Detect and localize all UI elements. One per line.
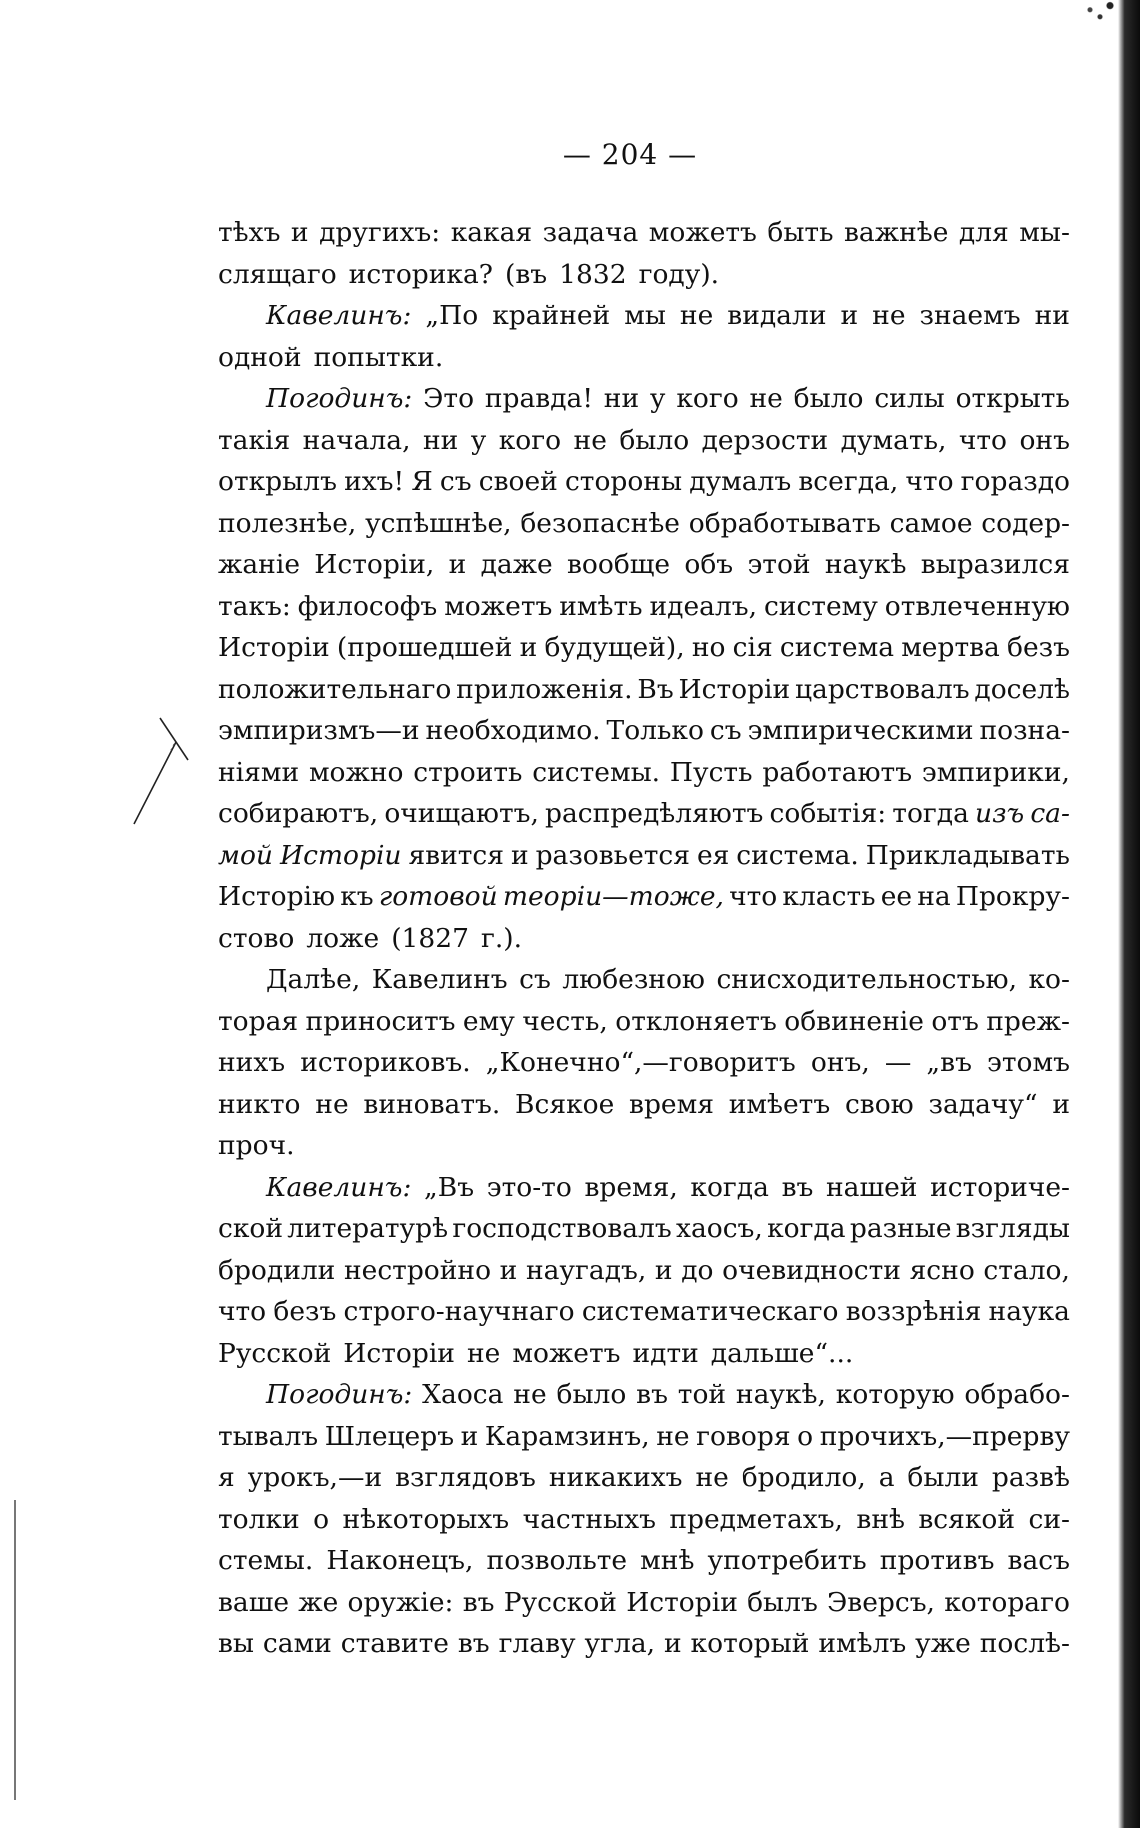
text-line: стемы. Наконецъ, позвольте мнѣ употребить противъ васъ [218,1545,1070,1576]
text-line: Исторію къ готовой теоріи—тоже, что класть ее на Прокру- [218,881,1070,912]
text-line: Кавелинъ: „Въ это-то время, когда въ нашей историче- [218,1167,1070,1209]
text-line: толки о нѣкоторыхъ частныхъ предметахъ, внѣ всякой си- [218,1503,1070,1535]
text-line: я урокъ,—и взглядовъ никакихъ не бродило, а были развѣ [218,1462,1070,1493]
text-line: Русской Исторіи не можетъ идти дальше“... [218,1337,854,1369]
text-line: эмпиризмъ—и необходимо. Только съ эмпирическими позна- [218,715,1070,746]
speaker-pogodin: Погодинъ: [266,383,413,414]
text-line: полезнѣе, успѣшнѣе, безопаснѣе обработывать самое содер- [218,507,1070,539]
scan-margin-line [14,1500,16,1800]
text-line: ніями можно строить системы. Пусть работаютъ эмпирики, [218,756,1070,788]
text-line: тѣхъ и другихъ: какая задача можетъ быть важнѣе для мы- [218,217,1070,248]
text-line: Далѣе, Кавелинъ съ любезною снисходительностью, ко- [266,964,1070,995]
text-line: тывалъ Шлецеръ и Карамзинъ, не говоря о прочихъ,—прерву [218,1420,1070,1452]
text-line: вы сами ставите въ главу угла, и который имѣлъ уже послѣ- [218,1628,1070,1659]
text-line: Исторіи (прошедшей и будущей), но сія система мертва безъ [218,632,1070,663]
text-line: никто не виноватъ. Всякое время имѣетъ свою задачу“ и [218,1088,1070,1120]
speaker-kavelin: Кавелинъ: [266,300,412,331]
page-number: — 204 — [562,138,698,171]
speaker-kavelin: Кавелинъ: [266,1171,412,1203]
pencil-mark [130,716,210,826]
text-line: проч. [218,1130,295,1161]
scan-dark-edge [1118,0,1140,1828]
text-line: Погодинъ: Это правда! ни у кого не было силы открыть [218,378,1070,420]
text-line: бродили нестройно и наугадъ, и до очевидности ясно стало, [218,1254,1070,1286]
text-line: нихъ историковъ. „Конечно“,—говоритъ онъ, — „въ этомъ [218,1047,1070,1078]
text-line: такъ: философъ можетъ имѣть идеалъ, систему отвлеченную [218,590,1070,622]
text-line: собираютъ, очищаютъ, распредѣляютъ событія: тогда изъ са- [218,798,1070,829]
text-line: торая приноситъ ему честь, отклоняетъ обвиненіе отъ преж- [218,1005,1070,1037]
text-line: положительнаго приложенія. Въ Исторіи царствовалъ доселѣ [218,673,1070,705]
text-line: Погодинъ: Хаоса не было въ той наукѣ, которую обрабо- [218,1374,1070,1416]
text-line: жаніе Исторіи, и даже вообще объ этой наукѣ выразился [218,549,1070,580]
page-text [218,212,1070,1665]
text-line: слящаго историка? (въ 1832 году). [218,258,720,290]
text-line: стово ложе (1827 г.). [218,922,523,954]
scan-specks [1078,0,1118,28]
speaker-pogodin: Погодинъ: [266,1379,413,1410]
text-line: одной попытки. [218,341,444,373]
text-line: что безъ строго-научнаго систематическаго воззрѣнія наука [218,1296,1070,1327]
text-line: ваше же оружіе: въ Русской Исторіи былъ Эверсъ, котораго [218,1586,1070,1618]
text-line: мой Исторіи явится и разовьется ея система. Прикладывать [218,839,1070,871]
text-line: открылъ ихъ! Я съ своей стороны думалъ всегда, что гораздо [218,466,1070,497]
text-line: ской литературѣ господствовалъ хаосъ, когда разные взгляды [218,1213,1070,1244]
text-line: такія начала, ни у кого не было дерзости думать, что онъ [218,424,1070,456]
text-line: Кавелинъ: „По крайней мы не видали и не знаемъ ни [218,295,1070,337]
